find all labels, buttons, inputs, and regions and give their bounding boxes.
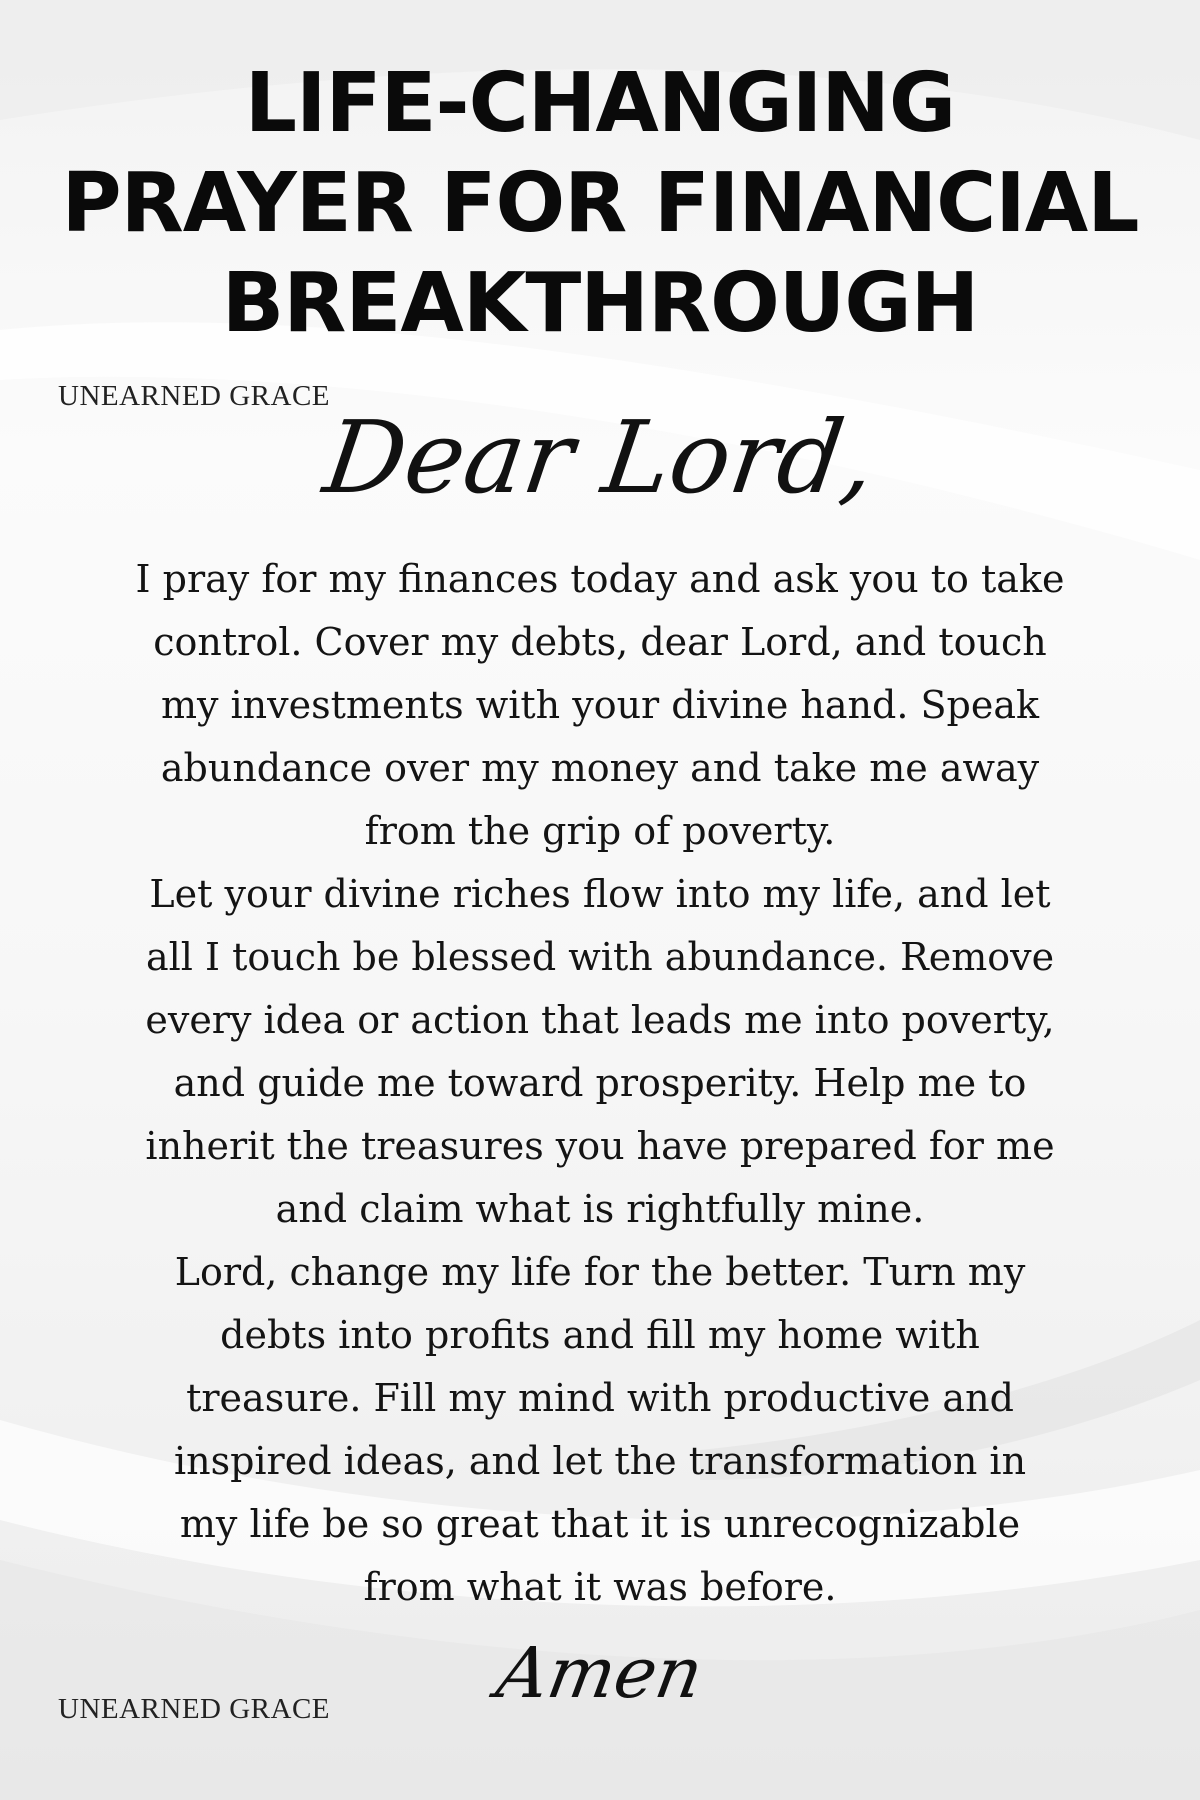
prayer-line: Lord, change my life for the better. Turn my (174, 1250, 1026, 1294)
prayer-line: inherit the treasures you have prepared for me (145, 1124, 1055, 1168)
prayer-line: treasure. Fill my mind with productive and (186, 1376, 1014, 1420)
prayer-line: my investments with your divine hand. Speak (160, 683, 1040, 727)
prayer-line: Let your divine riches flow into my life, and let (149, 872, 1051, 916)
prayer-line: and claim what is rightfully mine. (275, 1187, 925, 1231)
prayer-line: from the grip of poverty. (364, 809, 836, 853)
salutation: Dear Lord, (317, 399, 883, 516)
prayer-line: my life be so great that it is unrecognizable (179, 1502, 1021, 1546)
title-line-2: PRAYER FOR FINANCIAL (61, 156, 1139, 251)
brand-watermark-bottom: UNEARNED GRACE (58, 1693, 331, 1725)
prayer-line: all I touch be blessed with abundance. Remove (145, 935, 1055, 979)
prayer-line: control. Cover my debts, dear Lord, and touch (153, 620, 1047, 664)
page-title (0, 54, 1200, 354)
prayer-line: inspired ideas, and let the transformation in (173, 1439, 1027, 1483)
prayer-line: every idea or action that leads me into poverty, (145, 998, 1055, 1042)
prayer-line: and guide me toward prosperity. Help me to (173, 1061, 1027, 1105)
brand-watermark-top: UNEARNED GRACE (58, 380, 331, 412)
prayer-line: I pray for my finances today and ask you to take (135, 557, 1065, 601)
title-line-3: BREAKTHROUGH (221, 256, 979, 351)
prayer-body (100, 548, 1100, 1619)
prayer-line: from what it was before. (363, 1565, 837, 1609)
prayer-line: abundance over my money and take me away (160, 746, 1040, 790)
title-line-1: LIFE-CHANGING (244, 56, 956, 151)
prayer-line: debts into profits and fill my home with (220, 1313, 980, 1357)
closing-amen: Amen (491, 1632, 709, 1714)
